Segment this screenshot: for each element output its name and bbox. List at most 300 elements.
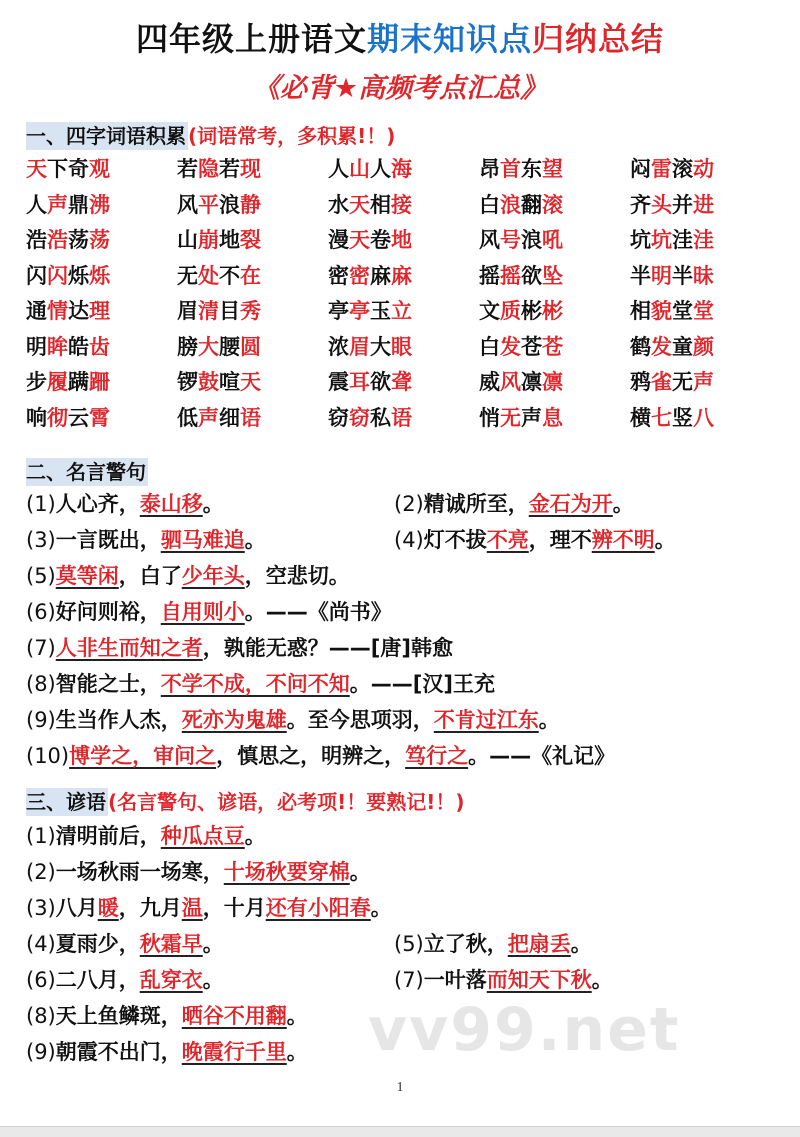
idiom-char: 相 [370,192,391,217]
quote-line [26,632,453,662]
idiom-char: 喧 [219,370,240,394]
idiom-char: 相 [630,299,651,323]
idiom-char: 语 [240,405,261,430]
page-title [0,14,800,60]
plain-text: 一场秋雨一场寒， [55,860,224,884]
idiom-item [630,366,781,402]
idiom-char: 荡 [68,228,89,252]
idiom-char: 密 [349,263,370,288]
section-title: 三、谚语 [26,790,106,814]
idiom-char: 堂 [693,299,714,323]
answer-text: 还有小阳春 [265,896,371,920]
title-part-red: 归纳总结 [532,20,665,58]
section-note: (名言警句、谚语，必考项!！要熟记!！) [108,790,465,814]
plain-text: 。 [349,860,371,884]
idiom-item [26,224,177,260]
idiom-char: 麻 [391,263,412,288]
idiom-char: 风 [177,192,198,217]
proverb-line [26,1000,308,1030]
idiom-char: 摇 [500,263,521,288]
idiom-char: 彬 [542,299,563,323]
idiom-char: 履 [47,370,68,394]
title-part-blue: 期末知识点 [366,20,532,58]
plain-text: 。 [570,932,592,956]
answer-text: 死亦为鬼雄 [181,708,287,732]
plain-text: 。 [612,492,634,516]
section-note: (词语常考，多积累!！) [188,124,396,148]
idiom-char: 昂 [479,157,500,181]
quote-line [26,560,350,590]
idiom-item [26,153,177,189]
idiom-char: 不 [219,263,240,288]
idiom-char: 洼 [672,228,693,252]
idiom-char: 天 [349,228,370,252]
plain-text: 一叶落 [423,968,487,992]
answer-text: 乱穿衣 [139,968,203,992]
idiom-char: 腰 [219,334,240,359]
quote-line [26,704,560,734]
plain-text: 。 [202,932,224,956]
idiom-item [177,331,328,367]
proverb-line [26,1036,308,1066]
idiom-item [479,260,630,296]
idiom-char: 闷 [630,157,651,181]
idiom-char: 彻 [47,405,68,430]
plain-text: 。 [244,824,266,848]
idiom-char: 窃 [328,405,349,430]
idiom-char: 烁 [68,263,89,288]
bottom-scrollbar[interactable] [0,1126,800,1137]
idiom-char: 齐 [630,192,651,217]
idiom-item [328,366,479,402]
idiom-item [630,331,781,367]
plain-text: ，理不 [528,528,592,552]
idiom-char: 翻 [521,192,542,217]
idiom-item [479,366,630,402]
answer-text: 不亮 [486,528,529,552]
idiom-char: 发 [651,334,672,359]
item-number: (8) [26,1004,56,1028]
idiom-char: 山 [349,157,370,181]
idiom-item [479,331,630,367]
idiom-char: 动 [693,157,714,181]
idiom-char: 并 [672,192,693,217]
answer-text: 把扇丢 [507,932,571,956]
plain-text: ，慎思之，明辨之， [216,744,406,768]
idiom-char: 耳 [349,370,370,394]
idiom-char: 半 [672,263,693,288]
plain-text: 。——《礼记》 [468,744,616,768]
idiom-char: 坠 [542,263,563,288]
idiom-item [328,260,479,296]
idiom-char: 亭 [349,299,370,323]
item-number: (8) [26,672,56,696]
plain-text: 生当作人杰， [55,708,182,732]
idiom-char: 威 [479,370,500,394]
idiom-char: 裂 [240,228,261,252]
idiom-item [328,224,479,260]
plain-text: 。 [202,968,224,992]
idiom-char: 荡 [89,228,110,252]
item-number: (6) [26,968,56,992]
idiom-item [479,224,630,260]
idiom-char: 亭 [328,299,349,323]
idiom-char: 蹒 [68,370,89,394]
idiom-char: 文 [479,299,500,323]
plain-text: 立了秋， [423,932,508,956]
plain-text: 朝霞不出门， [55,1040,182,1064]
idiom-char: 人 [328,157,349,181]
section-heading-quotes [26,456,148,485]
idiom-char: 圆 [240,334,261,359]
idiom-char: 苍 [542,334,563,359]
answer-text: 不肯过江东 [433,708,539,732]
idiom-char: 闪 [26,263,47,288]
item-number: (5) [26,564,56,588]
idiom-char: 望 [542,157,563,181]
answer-text: 不学不成，不问不知 [160,672,350,696]
page-subtitle: 《必背★高频考点汇总》 [252,73,548,104]
plain-text: 。 [202,492,224,516]
item-number: (3) [26,896,56,920]
idiom-char: 眉 [177,299,198,323]
idiom-item [177,224,328,260]
idiom-char: 欲 [521,263,542,288]
idiom-char: 首 [500,157,521,181]
idiom-char: 头 [651,192,672,217]
idiom-char: 山 [177,228,198,252]
answer-text: 十场秋要穿棉 [223,860,350,884]
idiom-char: 无 [500,405,521,430]
idiom-item [26,402,177,438]
answer-text: 秋霜早 [139,932,203,956]
idiom-char: 息 [542,405,563,430]
page-number: 1 [396,1080,404,1095]
answer-text: 温 [181,896,203,920]
plain-text: 。 [654,528,676,552]
idiom-char: 洼 [693,228,714,252]
idiom-char: 眼 [391,334,412,359]
item-number: (9) [26,708,56,732]
idiom-char: 情 [47,299,68,323]
plain-text: ，白了 [118,564,182,588]
idiom-char: 天 [349,192,370,217]
item-number: (3) [26,528,56,552]
idiom-char: 处 [198,263,219,288]
answer-text: 笃行之 [405,744,469,768]
plain-text: ，孰能无惑？——[唐]韩愈 [202,636,453,660]
plain-text: 智能之士， [55,672,161,696]
item-number: (1) [26,824,56,848]
item-number: (7) [394,968,424,992]
idiom-char: 地 [391,228,412,252]
idiom-char: 地 [219,228,240,252]
idiom-char: 眉 [349,334,370,359]
idiom-char: 云 [68,405,89,430]
idiom-item [630,189,781,225]
item-number: (4) [394,528,424,552]
idiom-char: 麻 [370,263,391,288]
idiom-char: 质 [500,299,521,323]
idiom-char: 摇 [479,263,500,288]
idiom-char: 坑 [630,228,651,252]
idiom-char: 齿 [89,334,110,359]
idiom-char: 眸 [47,334,68,359]
plain-text: 精诚所至， [423,492,529,516]
idiom-char: 崩 [198,228,219,252]
answer-text: 而知天下秋 [486,968,592,992]
idiom-char: 理 [89,299,110,323]
section-title: 一、四字词语积累 [26,124,186,148]
idiom-char: 声 [521,405,542,430]
section-heading-proverbs [26,786,465,815]
idiom-item [328,153,479,189]
item-number: (1) [26,492,56,516]
proverb-line [394,964,613,994]
idiom-char: 坑 [651,228,672,252]
proverb-line [26,964,224,994]
idiom-char: 声 [693,370,714,394]
idiom-char: 奇 [68,157,89,181]
idiom-char: 滚 [672,157,693,181]
idiom-char: 欲 [370,370,391,394]
idiom-item [177,260,328,296]
idiom-char: 观 [89,157,110,181]
idiom-char: 膀 [177,334,198,359]
idiom-char: 霄 [89,405,110,430]
answer-text: 暖 [97,896,119,920]
idiom-item [630,295,781,331]
idiom-char: 立 [391,299,412,323]
plain-text: 一言既出， [55,528,161,552]
idiom-char: 堂 [672,299,693,323]
idiom-char: 鼓 [198,370,219,394]
idiom-char: 浪 [219,192,240,217]
idiom-item [26,295,177,331]
proverb-line [26,928,224,958]
idiom-char: 若 [219,157,240,181]
quote-line [26,740,615,770]
idiom-char: 人 [26,192,47,217]
idiom-char: 接 [391,192,412,217]
idiom-char: 八 [693,405,714,430]
idiom-char: 凛 [521,370,542,394]
idiom-char: 静 [240,192,261,217]
idiom-char: 大 [198,334,219,359]
idiom-char: 聋 [391,370,412,394]
item-number: (7) [26,636,56,660]
idiom-item [26,366,177,402]
answer-text: 种瓜点豆 [160,824,245,848]
title-part-black: 四年级上册语文 [135,20,367,58]
idiom-char: 下 [47,157,68,181]
plain-text: 。——《尚书》 [244,600,392,624]
plain-text: 。 [286,1004,308,1028]
idiom-char: 风 [479,228,500,252]
item-number: (10) [26,744,70,768]
item-number: (6) [26,600,56,624]
idiom-item [26,189,177,225]
idiom-item [328,189,479,225]
idiom-char: 锣 [177,370,198,394]
idiom-item [630,153,781,189]
idiom-char: 在 [240,263,261,288]
idiom-char: 漫 [328,228,349,252]
idiom-char: 吼 [542,228,563,252]
answer-text: 晚霞行千里 [181,1040,287,1064]
idiom-char: 无 [672,370,693,394]
quote-line [394,488,634,518]
idiom-char: 鼎 [68,192,89,217]
plain-text: 。 [538,708,560,732]
quote-line [394,524,676,554]
idiom-char: 雀 [651,370,672,394]
idiom-char: 天 [240,370,261,394]
idiom-item [630,402,781,438]
plain-text: 。 [244,528,266,552]
idiom-item [177,366,328,402]
answer-text: 人非生而知之者 [55,636,203,660]
idiom-char: 达 [68,299,89,323]
idiom-char: 颜 [693,334,714,359]
plain-text: 。——[汉]王充 [349,672,495,696]
idiom-char: 平 [198,192,219,217]
idiom-char: 水 [328,192,349,217]
idiom-char: 海 [391,157,412,181]
idiom-item [479,153,630,189]
quote-line [26,524,266,554]
idiom-item [177,189,328,225]
idiom-item [328,331,479,367]
idiom-char: 烁 [89,263,110,288]
plain-text: ，空悲切。 [244,564,350,588]
plain-text: 天上鱼鳞斑， [55,1004,182,1028]
idiom-char: 浩 [47,228,68,252]
idiom-char: 浩 [26,228,47,252]
item-number: (2) [394,492,424,516]
idiom-char: 皓 [68,334,89,359]
quote-line [26,488,224,518]
idiom-char: 进 [693,192,714,217]
idiom-item [479,295,630,331]
answer-text: 博学之，审问之 [69,744,217,768]
idiom-char: 目 [219,299,240,323]
plain-text: 。 [370,896,392,920]
idiom-item [177,153,328,189]
idiom-char: 窃 [349,405,370,430]
idiom-char: 现 [240,157,261,181]
idiom-char: 闪 [47,263,68,288]
watermark: vv99.net [368,995,681,1065]
idiom-item [26,331,177,367]
plain-text: 。 [286,1040,308,1064]
idiom-char: 童 [672,334,693,359]
plain-text: 人心齐， [55,492,140,516]
plain-text: 灯不拔 [423,528,487,552]
quote-line [26,668,495,698]
answer-text: 莫等闲 [55,564,119,588]
idiom-char: 貌 [651,299,672,323]
idiom-char: 若 [177,157,198,181]
answer-text: 自用则小 [160,600,245,624]
section-heading-idioms [26,120,395,149]
idiom-char: 浓 [328,334,349,359]
idiom-char: 秀 [240,299,261,323]
idiom-char: 鸦 [630,370,651,394]
idiom-char: 发 [500,334,521,359]
idiom-char: 响 [26,405,47,430]
idiom-char: 风 [500,370,521,394]
proverb-line [394,928,592,958]
idiom-item [479,402,630,438]
plain-text: 好问则裕， [55,600,161,624]
idiom-char: 凛 [542,370,563,394]
plain-text: 八月 [55,896,98,920]
idiom-char: 彬 [521,299,542,323]
idiom-char: 大 [370,334,391,359]
idiom-char: 雷 [651,157,672,181]
idiom-char: 私 [370,405,391,430]
idiom-char: 东 [521,157,542,181]
plain-text: 夏雨少， [55,932,140,956]
item-number: (5) [394,932,424,956]
idiom-char: 声 [198,405,219,430]
idiom-item [630,224,781,260]
plain-text: ，九月 [118,896,182,920]
idiom-char: 细 [219,405,240,430]
idiom-char: 苍 [521,334,542,359]
idiom-item [328,402,479,438]
item-number: (9) [26,1040,56,1064]
idiom-char: 声 [47,192,68,217]
idiom-char: 号 [500,228,521,252]
idiom-char: 隐 [198,157,219,181]
idiom-char: 白 [479,192,500,217]
item-number: (4) [26,932,56,956]
idiom-char: 悄 [479,405,500,430]
idiom-char: 半 [630,263,651,288]
idiom-char: 通 [26,299,47,323]
idiom-char: 白 [479,334,500,359]
idiom-char: 语 [391,405,412,430]
idiom-char: 明 [26,334,47,359]
idiom-char: 横 [630,405,651,430]
answer-text: 驷马难追 [160,528,245,552]
idiom-char: 七 [651,405,672,430]
idiom-char: 清 [198,299,219,323]
plain-text: ，十月 [202,896,266,920]
idiom-char: 步 [26,370,47,394]
idiom-char: 卷 [370,228,391,252]
idiom-char: 昧 [693,263,714,288]
idiom-item [630,260,781,296]
idiom-item [479,189,630,225]
proverb-line [26,820,266,850]
idiom-char: 竖 [672,405,693,430]
idiom-char: 明 [651,263,672,288]
plain-text: 。至今思项羽， [286,708,434,732]
idiom-char: 人 [370,157,391,181]
answer-text: 金石为开 [528,492,613,516]
idiom-char: 沸 [89,192,110,217]
idiom-char: 玉 [370,299,391,323]
idiom-char: 无 [177,263,198,288]
idiom-char: 浪 [500,192,521,217]
plain-text: 清明前后， [55,824,161,848]
idiom-char: 跚 [89,370,110,394]
proverb-line [26,892,392,922]
plain-text: 。 [591,968,613,992]
